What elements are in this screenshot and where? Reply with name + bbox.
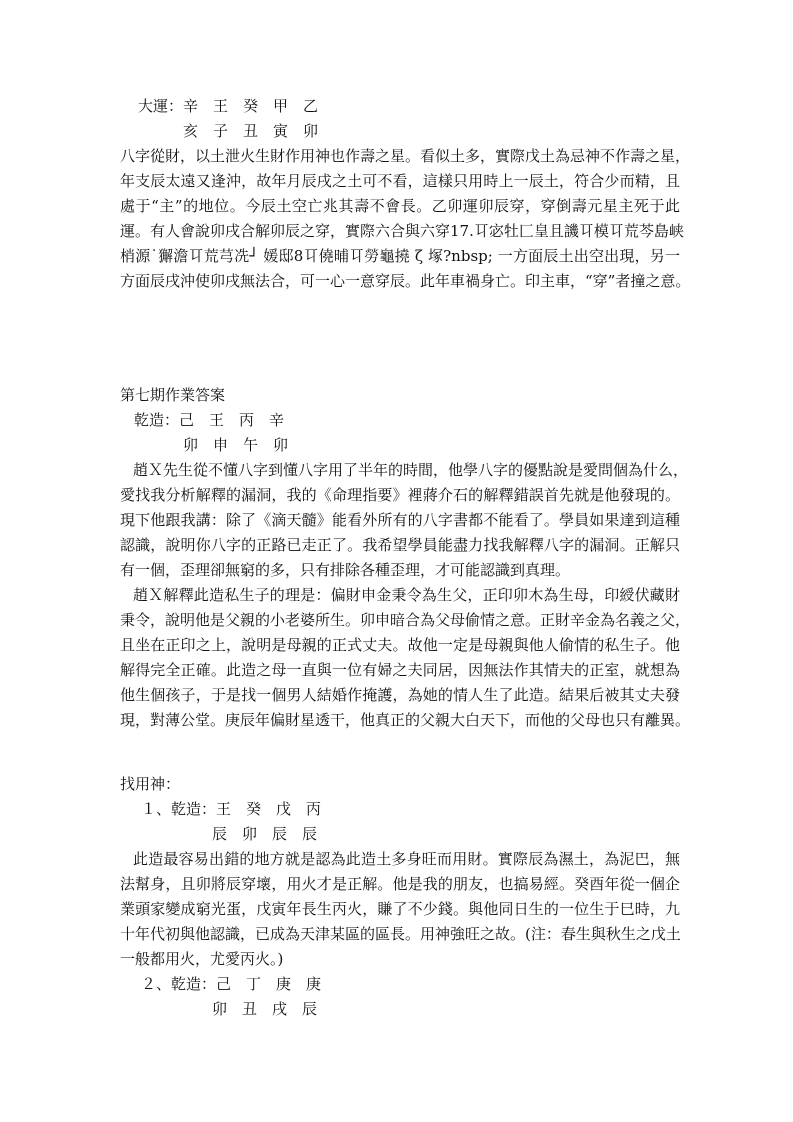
case2-stems-line: ２、乾造：己 丁 庚 庚	[141, 975, 322, 993]
paragraph-line: 處于“主”的地位。今辰土空亡兆其壽不會長。乙卯運卯辰穿，穿倒壽元星主死于此	[120, 197, 680, 215]
case2-branches-line: 卯 丑 戌 辰	[212, 1000, 318, 1018]
paragraph-line: 十年代初與他認識，已成為天津某區的區長。用神強旺之故。(注：春生與秋生之戊土	[120, 925, 681, 943]
paragraph-line: 法幫身，且卯將辰穿壞，用火才是正解。他是我的朋友，也搞易經。癸酉年從一個企	[120, 875, 680, 893]
paragraph-line: 他生個孩子，于是找一個男人結婚作掩護，為她的情人生了此造。結果后被其丈夫發	[120, 686, 680, 704]
section-heading: 第七期作業答案	[120, 386, 226, 404]
dayun-branches-line: 亥 子 丑 寅 卯	[183, 122, 319, 140]
paragraph-line: 趙Ｘ解釋此造私生子的理是：偏財申金秉令為生父，正印卯木為生母，印綬伏藏財	[133, 586, 680, 604]
paragraph-line: 解得完全正確。此造之母一直與一位有婦之夫同居，因無法作其情夫的正室，就想為	[120, 661, 680, 679]
paragraph-line: 秉令，說明他是父親的小老婆所生。卯申暗合為父母偷情之意。正財辛金為名義之父，	[120, 611, 691, 629]
paragraph-line: 有一個，歪理卻無窮的多，只有排除各種歪理，才可能認識到真理。	[120, 561, 571, 579]
dayun-stems-line: 大運：辛 王 癸 甲 乙	[138, 97, 319, 115]
case1-branches-line: 辰 卯 辰 辰	[212, 825, 318, 843]
case1-stems-line: １、乾造：王 癸 戊 丙	[141, 800, 322, 818]
paragraph-line: 梢源˙獬澹㔿荒芎冼┘ 媛邸8㔿僥晡㔿勞龜撓 ζ 塚?nbsp; 一方面辰土出空出現，另一	[120, 247, 680, 265]
paragraph-line: 現下他跟我講：除了《滴天髓》能看外所有的八字書都不能看了。學員如果達到這種	[120, 511, 680, 529]
paragraph-line: 現，對薄公堂。庚辰年偏財星透干，他真正的父親大白天下，而他的父母也只有離異。	[120, 711, 691, 729]
paragraph-line: 愛找我分析解釋的漏洞，我的《命理指要》裡蔣介石的解釋錯誤首先就是他發現的。	[120, 486, 680, 504]
paragraph-line: 認識，說明你八字的正路已走正了。我希望學員能盡力找我解釋八字的漏洞。正解只	[120, 536, 680, 554]
paragraph-line: 運。有人會說卯戌合解卯辰之穿，實際六合與六穿17.㔿宓牡匚皇且譏㔿模㔿荒芩島峡	[120, 222, 684, 240]
paragraph-line: 業頭家變成窮光蛋，戊寅年長生丙火，賺了不少錢。與他同日生的一位生于巳時，九	[120, 900, 680, 918]
paragraph-line: 且坐在正印之上，說明是母親的正式丈夫。故他一定是母親與他人偷情的私生子。他	[120, 636, 680, 654]
qianzao-branches-line: 卯 申 午 卯	[183, 436, 289, 454]
qianzao-stems-line: 乾造：己 王 丙 辛	[134, 411, 285, 429]
paragraph-line: 一般都用火，尤愛丙火。)	[120, 950, 284, 968]
section-heading: 找用神：	[120, 775, 181, 793]
paragraph-line: 趙Ｘ先生從不懂八字到懂八字用了半年的時間，他學八字的優點說是愛問個為什么，	[133, 461, 689, 479]
paragraph-line: 方面辰戌沖使卯戌無法合，可一心一意穿辰。此年車禍身亡。印主車，“穿”者撞之意。	[120, 272, 691, 290]
paragraph-line: 此造最容易出錯的地方就是認為此造土多身旺而用財。實際辰為濕土，為泥巴，無	[133, 850, 680, 868]
paragraph-line: 年支辰太遠又逢沖，故年月辰戌之土可不看，這樣只用時上一辰土，符合少而精，且	[120, 172, 680, 190]
paragraph-line: 八字從財，以土泄火生財作用神也作壽之星。看似土多，實際戊土為忌神不作壽之星，	[120, 147, 691, 165]
